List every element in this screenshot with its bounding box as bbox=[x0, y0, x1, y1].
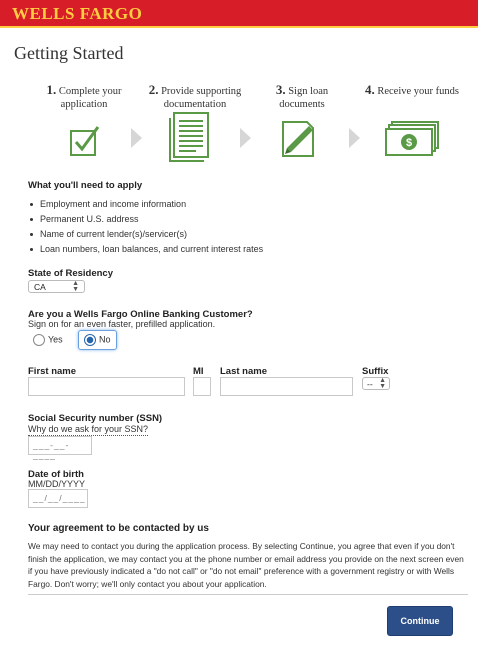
step-1-label-line1: Complete your bbox=[58, 86, 122, 97]
suffix-select-value: -- bbox=[367, 379, 373, 389]
page-title: Getting Started bbox=[14, 43, 124, 63]
ssn-label: Social Security number (SSN) bbox=[28, 413, 163, 424]
state-select-value: CA bbox=[34, 282, 46, 292]
step-3-number: 3. bbox=[275, 82, 286, 97]
requirements-heading: What you'll need to apply bbox=[28, 180, 143, 191]
requirements-list bbox=[30, 197, 263, 257]
documents-icon bbox=[166, 111, 214, 163]
customer-question: Are you a Wells Fargo Online Banking Customer? bbox=[28, 309, 253, 320]
step-2-label-line2: documentation bbox=[163, 99, 227, 110]
agreement-heading: Your agreement to be contacted by us bbox=[28, 523, 209, 534]
radio-no-circle[interactable] bbox=[84, 334, 96, 346]
step-3 bbox=[262, 83, 342, 111]
continue-button[interactable]: Continue bbox=[387, 606, 453, 636]
residency-label: State of Residency bbox=[28, 268, 113, 279]
step-arrow-1 bbox=[131, 128, 142, 148]
list-item: Employment and income information bbox=[30, 197, 263, 212]
dob-field[interactable] bbox=[28, 489, 88, 508]
list-item: Loan numbers, loan balances, and current interest rates bbox=[30, 242, 263, 257]
dob-placeholder: __/__/____ bbox=[33, 493, 86, 503]
ssn-why-link[interactable]: Why do we ask for your SSN? bbox=[28, 424, 149, 434]
first-name-label: First name bbox=[28, 366, 77, 377]
step-1 bbox=[38, 83, 130, 111]
step-arrow-3 bbox=[349, 128, 360, 148]
checkbox-check-icon bbox=[68, 123, 102, 159]
radio-yes-label: Yes bbox=[48, 334, 63, 345]
dob-format: MM/DD/YYYY bbox=[28, 479, 86, 489]
sign-document-icon bbox=[279, 118, 321, 160]
money-icon bbox=[384, 120, 442, 158]
suffix-select[interactable] bbox=[362, 377, 390, 390]
last-name-label: Last name bbox=[220, 366, 267, 377]
step-arrow-2 bbox=[240, 128, 251, 148]
radio-no-label: No bbox=[99, 334, 111, 345]
select-arrows-icon: ▲ ▼ bbox=[379, 377, 386, 390]
radio-yes[interactable] bbox=[33, 334, 63, 346]
step-4-label-line1: Receive your funds bbox=[377, 86, 460, 97]
ssn-field[interactable] bbox=[28, 436, 92, 460]
step-1-label-line2: application bbox=[60, 99, 108, 110]
customer-subtext: Sign on for an even faster, prefilled application. bbox=[28, 319, 216, 329]
radio-no[interactable] bbox=[84, 334, 111, 346]
svg-text:$: $ bbox=[405, 137, 413, 149]
dob-label: Date of birth bbox=[28, 469, 84, 480]
mi-field[interactable] bbox=[193, 377, 211, 396]
step-3-label-line2: documents bbox=[279, 99, 325, 110]
list-item: Name of current lender(s)/servicer(s) bbox=[30, 227, 263, 242]
wells-fargo-logo[interactable]: WELLS FARGO bbox=[12, 4, 143, 23]
suffix-label: Suffix bbox=[362, 366, 389, 377]
mi-label: MI bbox=[193, 366, 204, 377]
step-1-number: 1. bbox=[46, 82, 57, 97]
divider bbox=[28, 594, 468, 595]
step-2 bbox=[140, 83, 250, 111]
agreement-text: We may need to contact you during the application process. By selecting Continue, you agree that even if you don't finish the application, we may contact you at the phone number or email address you provide on the next screen even if you have previously indicated a "do not call" or "do not email" preference with a government registry or with Wells Fargo. Don't worry; we'll only contact you about your application. bbox=[28, 541, 464, 589]
step-4-number: 4. bbox=[364, 82, 375, 97]
step-4 bbox=[356, 83, 468, 98]
radio-yes-circle[interactable] bbox=[33, 334, 45, 346]
select-arrows-icon: ▲ ▼ bbox=[72, 280, 79, 293]
step-2-label-line1: Provide supporting bbox=[161, 86, 242, 97]
list-item: Permanent U.S. address bbox=[30, 212, 263, 227]
step-3-label-line1: Sign loan bbox=[288, 86, 329, 97]
site-header bbox=[0, 0, 478, 28]
ssn-placeholder: ___-__-____ bbox=[33, 440, 70, 460]
state-select[interactable] bbox=[28, 280, 85, 293]
last-name-field[interactable] bbox=[220, 377, 353, 396]
step-2-number: 2. bbox=[148, 82, 159, 97]
first-name-field[interactable] bbox=[28, 377, 185, 396]
